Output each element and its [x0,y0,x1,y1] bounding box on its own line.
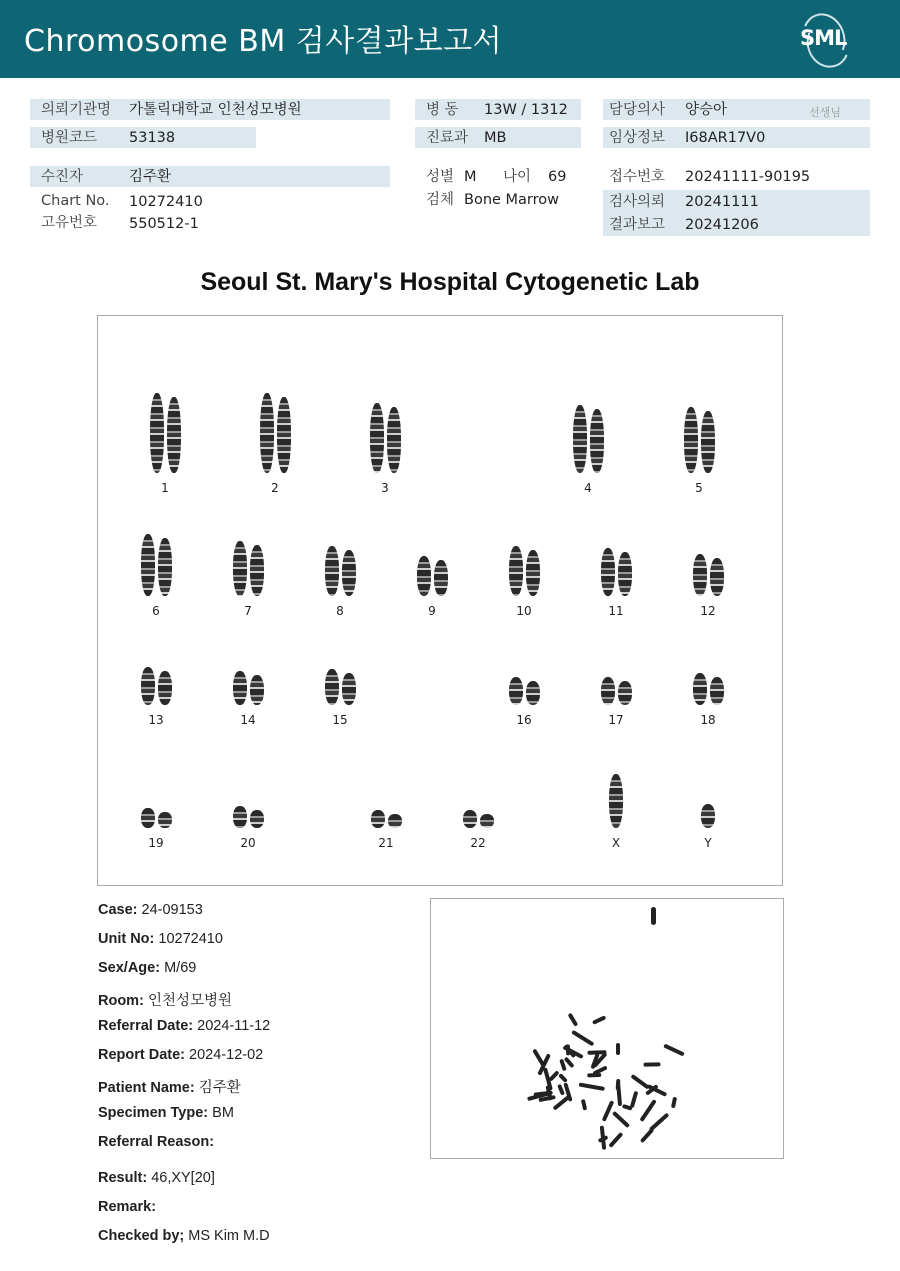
chromosome-3 [365,403,406,499]
receipt-no-label: 접수번호 [609,169,666,185]
chromosome-label: 2 [271,481,279,495]
unique-no-value: 550512-1 [129,216,199,232]
age-label: 나이 [503,169,532,185]
chromosome-label: 19 [148,836,164,850]
patient-name-line: Patient Name: 김주환 [98,1080,241,1096]
chromosome-18 [688,673,729,731]
chromosome-22 [458,810,499,854]
chromosome-7 [228,541,269,622]
chromosome-1 [145,393,186,499]
sex-age-line: Sex/Age: M/69 [98,960,197,976]
metaphase-chromosome [601,1100,614,1122]
chromosome-label: 9 [428,604,436,618]
metaphase-chromosome [648,1113,669,1132]
referral-date-line: Referral Date: 2024-11-12 [98,1018,271,1034]
chromosome-10 [504,546,545,622]
hospital-code-label: 병원코드 [41,130,98,146]
metaphase-chromosome [558,1073,568,1083]
patient-label: 수진자 [41,169,84,185]
metaphase-chromosome [639,1099,656,1122]
chromosome-label: 7 [244,604,252,618]
chromosome-12 [688,554,729,622]
result-line: Result: 46,XY[20] [98,1170,215,1186]
chromosome-2 [255,393,296,499]
chart-no-label: Chart No. [41,193,110,209]
chromosome-16 [504,677,545,731]
specimen-type-line: Specimen Type: BM [98,1105,234,1121]
info-bar [30,166,390,187]
chromosome-5 [679,407,720,499]
metaphase-image [430,898,784,1159]
metaphase-chromosome [579,1082,605,1090]
specimen-value: Bone Marrow [464,192,560,208]
metaphase-chromosome [591,1016,606,1026]
chromosome-label: 22 [470,836,486,850]
receipt-no-value: 20241111-90195 [685,169,811,185]
metaphase-chromosome [612,1111,630,1128]
department-value: MB [484,130,507,146]
patient-value: 김주환 [129,169,172,185]
chromosome-label: 15 [332,713,348,727]
chromosome-15 [320,669,361,731]
chromosome-label: 21 [378,836,394,850]
report-date-line: Report Date: 2024-12-02 [98,1047,264,1063]
chromosome-label: 6 [152,604,160,618]
metaphase-chromosome [568,1013,578,1027]
case-line: Case: 24-09153 [98,902,203,918]
test-request-value: 20241111 [685,194,759,210]
chromosome-label: 11 [608,604,624,618]
chromosome-X [604,774,628,854]
specimen-label: 검체 [426,192,455,208]
ward-value: 13W / 1312 [484,102,568,118]
remark-line: Remark: [98,1199,157,1215]
chromosome-label: 14 [240,713,256,727]
chromosome-17 [596,677,637,731]
department-label: 진료과 [426,130,469,146]
sex-value: M [464,169,477,185]
metaphase-chromosome [651,907,656,925]
chromosome-label: X [611,836,621,850]
referring-institution-value: 가톨릭대학교 인천성모병원 [129,102,302,118]
chromosome-11 [596,548,637,622]
chromosome-9 [412,556,453,622]
chromosome-label: 3 [381,481,389,495]
chromosome-13 [136,667,177,731]
lab-title: Seoul St. Mary's Hospital Cytogenetic Lab [200,268,700,296]
chromosome-21 [366,810,407,854]
metaphase-chromosome [631,1074,651,1090]
chart-no-value: 10272410 [129,194,203,210]
physician-value: 양승아 [685,102,728,118]
report-header [0,0,900,78]
checked-by-line: Checked by; MS Kim M.D [98,1228,270,1244]
metaphase-chromosome [616,1043,620,1056]
metaphase-chromosome [644,1063,661,1067]
chromosome-label: 10 [516,604,532,618]
report-title: Chromosome BM 검사결과보고서 [24,24,503,59]
chromosome-label: 12 [700,604,716,618]
chromosome-label: 18 [700,713,716,727]
chromosome-label: 20 [240,836,256,850]
chromosome-label: 16 [516,713,532,727]
physician-suffix: 선생님 [809,106,841,119]
ward-label: 병 동 [426,102,459,118]
metaphase-chromosome [663,1043,685,1056]
referral-reason-line: Referral Reason: [98,1134,215,1150]
sml-logo [796,10,856,68]
physician-label: 담당의사 [609,102,666,118]
unique-no-label: 고유번호 [41,215,98,231]
chromosome-label: 4 [584,481,592,495]
metaphase-chromosome [581,1099,587,1111]
chromosome-label: 5 [695,481,703,495]
chromosome-20 [228,806,269,854]
chromosome-label: 13 [148,713,164,727]
test-request-label: 검사의뢰 [609,194,666,210]
chromosome-6 [136,534,177,622]
age-value: 69 [548,169,567,185]
unit-no-line: Unit No: 10272410 [98,931,223,947]
chromosome-19 [136,808,177,854]
metaphase-chromosome [566,1044,570,1056]
chromosome-label: Y [704,836,712,850]
referring-institution-label: 의뢰기관명 [41,102,112,118]
chromosome-8 [320,546,361,622]
metaphase-chromosome [572,1030,595,1046]
karyotype-image [97,315,783,886]
clinical-info-value: I68AR17V0 [685,130,766,146]
chromosome-4 [568,405,609,499]
chromosome-14 [228,671,269,731]
chromosome-label: 8 [336,604,344,618]
logo-text: SML [800,26,847,50]
metaphase-chromosome [609,1132,624,1148]
metaphase-chromosome [586,1073,601,1078]
chromosome-label: 17 [608,713,624,727]
hospital-code-value: 53138 [129,130,176,146]
room-line: Room: 인천성모병원 [98,993,232,1009]
metaphase-chromosome [671,1097,677,1109]
chromosome-label: 1 [161,481,169,495]
clinical-info-label: 임상정보 [609,130,666,146]
sex-label: 성별 [426,169,455,185]
result-report-value: 20241206 [685,217,759,233]
chromosome-Y [696,804,720,854]
result-report-label: 결과보고 [609,217,666,233]
